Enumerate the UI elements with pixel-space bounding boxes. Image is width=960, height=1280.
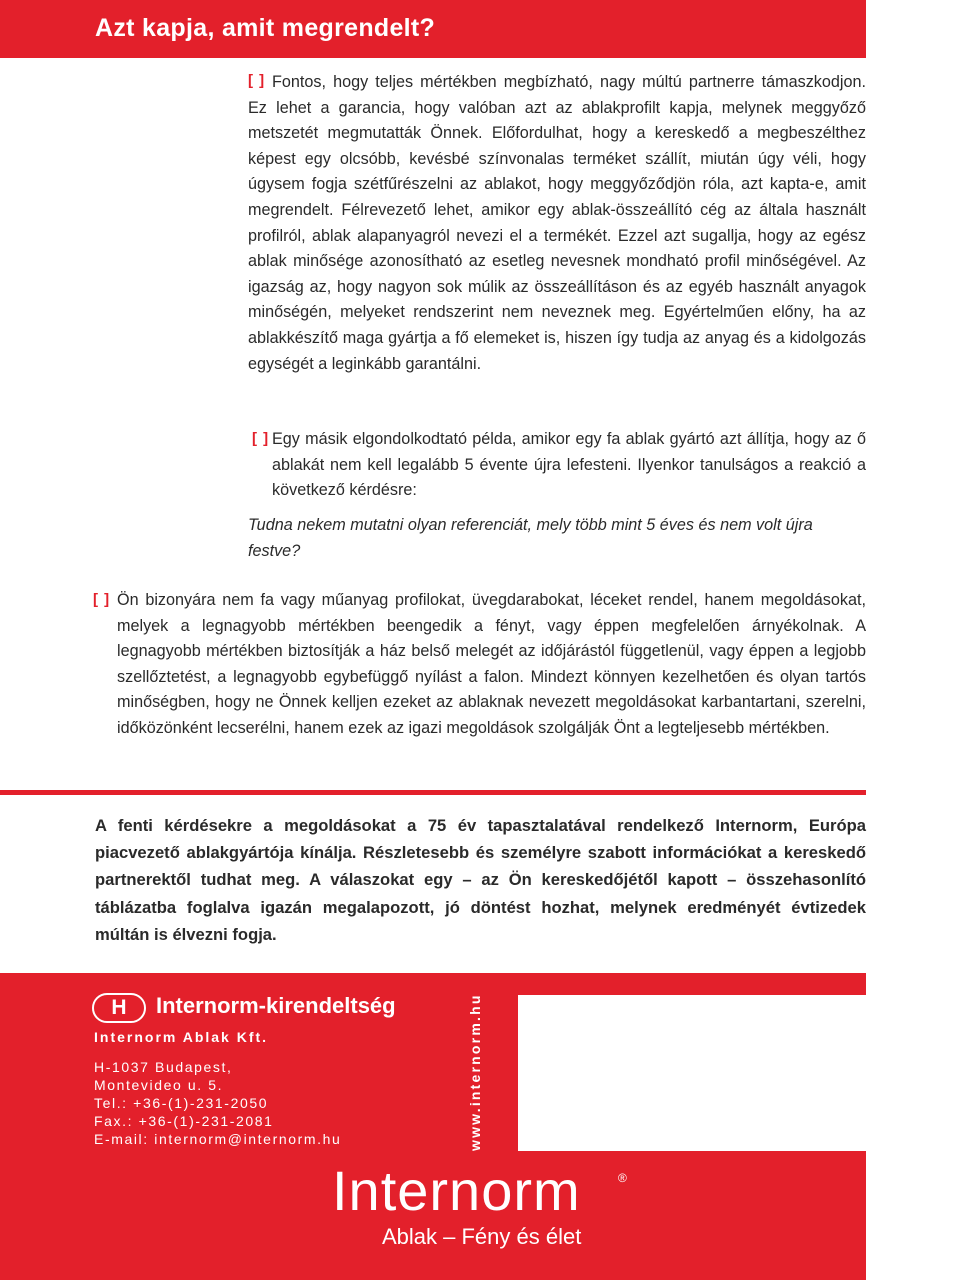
divider — [0, 790, 866, 795]
website-link[interactable]: www.internorm.hu — [467, 993, 483, 1151]
page-title: Azt kapja, amit megrendelt? — [95, 14, 436, 42]
company-name: Internorm Ablak Kft. — [94, 1029, 269, 1045]
bullet-marker: [ ] — [248, 72, 266, 89]
question-text: Tudna nekem mutatni olyan referenciát, mely több mint 5 éves és nem volt újra festve? — [248, 516, 813, 560]
registered-mark: ® — [618, 1171, 627, 1185]
phone: Tel.: +36-(1)-231-2050 — [94, 1095, 269, 1111]
header-bar — [0, 0, 866, 58]
dealer-stamp-area — [518, 995, 866, 1151]
tagline: Ablak – Fény és élet — [382, 1224, 582, 1249]
paragraph-2: Egy másik elgondolkodtató példa, amikor egy fa ablak gyártó azt állítja, hogy az ő ablakát nem kell legalább 5 évente újra lefesteni. Ilyenkor tanulságos a reakció a következő kérdésre: — [272, 430, 866, 500]
footer — [0, 973, 866, 1280]
address-line: Montevideo u. 5. — [94, 1077, 224, 1093]
internorm-logo: Internorm — [332, 1159, 581, 1222]
summary-text: A fenti kérdésekre a megoldásokat a 75 év tapasztalatával rendelkező Internorm, Európa piacvezető ablakgyártója kínálja. Részletesebb és személyre szabott információkat a kereskedő partnerektől tudhat meg. A válaszokat egy – az Ön kereskedőjétől kapott – összehasonlító táblázatba foglalva igazán megalapozott, jó döntést hozhat, melynek eredményét évtizedek múltán is élvezni fogja. — [95, 816, 866, 944]
country-badge: H — [92, 993, 146, 1023]
paragraph-1: Fontos, hogy teljes mértékben megbízható, nagy múltú partnerre támaszkodjon. Ez lehet a garancia, hogy valóban azt az ablakprofilt kapja, melynek meggyőző metszetét megmutatták Önnek. Előfordulhat, hogy a kereskedő a megbeszélthez képest egy olcsóbb, kevésbé színvonalas terméket szállít, miután úgy véli, hogy úgysem fogja szétfűrészelni az ablakot, hogy meggyőződjön róla, azt kapta-e, amit megrendelt. Félrevezető lehet, amikor egy ablak-összeállító cég az általa használt profilról, ablak alapanyagról nevezi el a termékét. Ezzel azt sugallja, hogy az egész ablak minősége azonosítható az esetleg nevesnek mondható profil minőségével. Az igazság az, hogy nagyon sok múlik az összeállításon és az egyéb használt anyagok minőségén, melyeket rendszerint nem neveznek meg. Egyértelműen előny, ha az ablakkészítő maga gyártja a fő elemeket is, hiszen így tudja az anyag és a kidolgozás egységét a leginkább garantálni. — [248, 73, 866, 373]
fax: Fax.: +36-(1)-231-2081 — [94, 1113, 274, 1129]
bullet-marker: [ ] — [93, 591, 111, 608]
address-line: H-1037 Budapest, — [94, 1059, 233, 1075]
paragraph-3: Ön bizonyára nem fa vagy műanyag profilokat, üvegdarabokat, léceket rendel, hanem megoldásokat, melyek a legnagyobb mértékben beengedik a fényt, vagy éppen megfelelően árnyékolnak. A legnagyobb mértékben biztosítják a ház belső melegét az időjárástól függetlenül, vagy éppen a legjobb szellőztetést, a legnagyobb egybefüggő nyílást a falon. Mindezt könnyen kezelhetően és olyan tartós minőségben, hogy ne Önnek kelljen ezeket az ablaknak nevezett megoldásokat karbantartani, szerelni, időközönként lecserélni, hanem ezek az igazi megoldások szolgálják Önt a legteljesebb mértékben. — [117, 591, 866, 737]
bullet-marker: [ ] — [252, 430, 270, 447]
email-link[interactable]: E-mail: internorm@internorm.hu — [94, 1131, 342, 1147]
branch-title: Internorm-kirendeltség — [156, 993, 396, 1018]
